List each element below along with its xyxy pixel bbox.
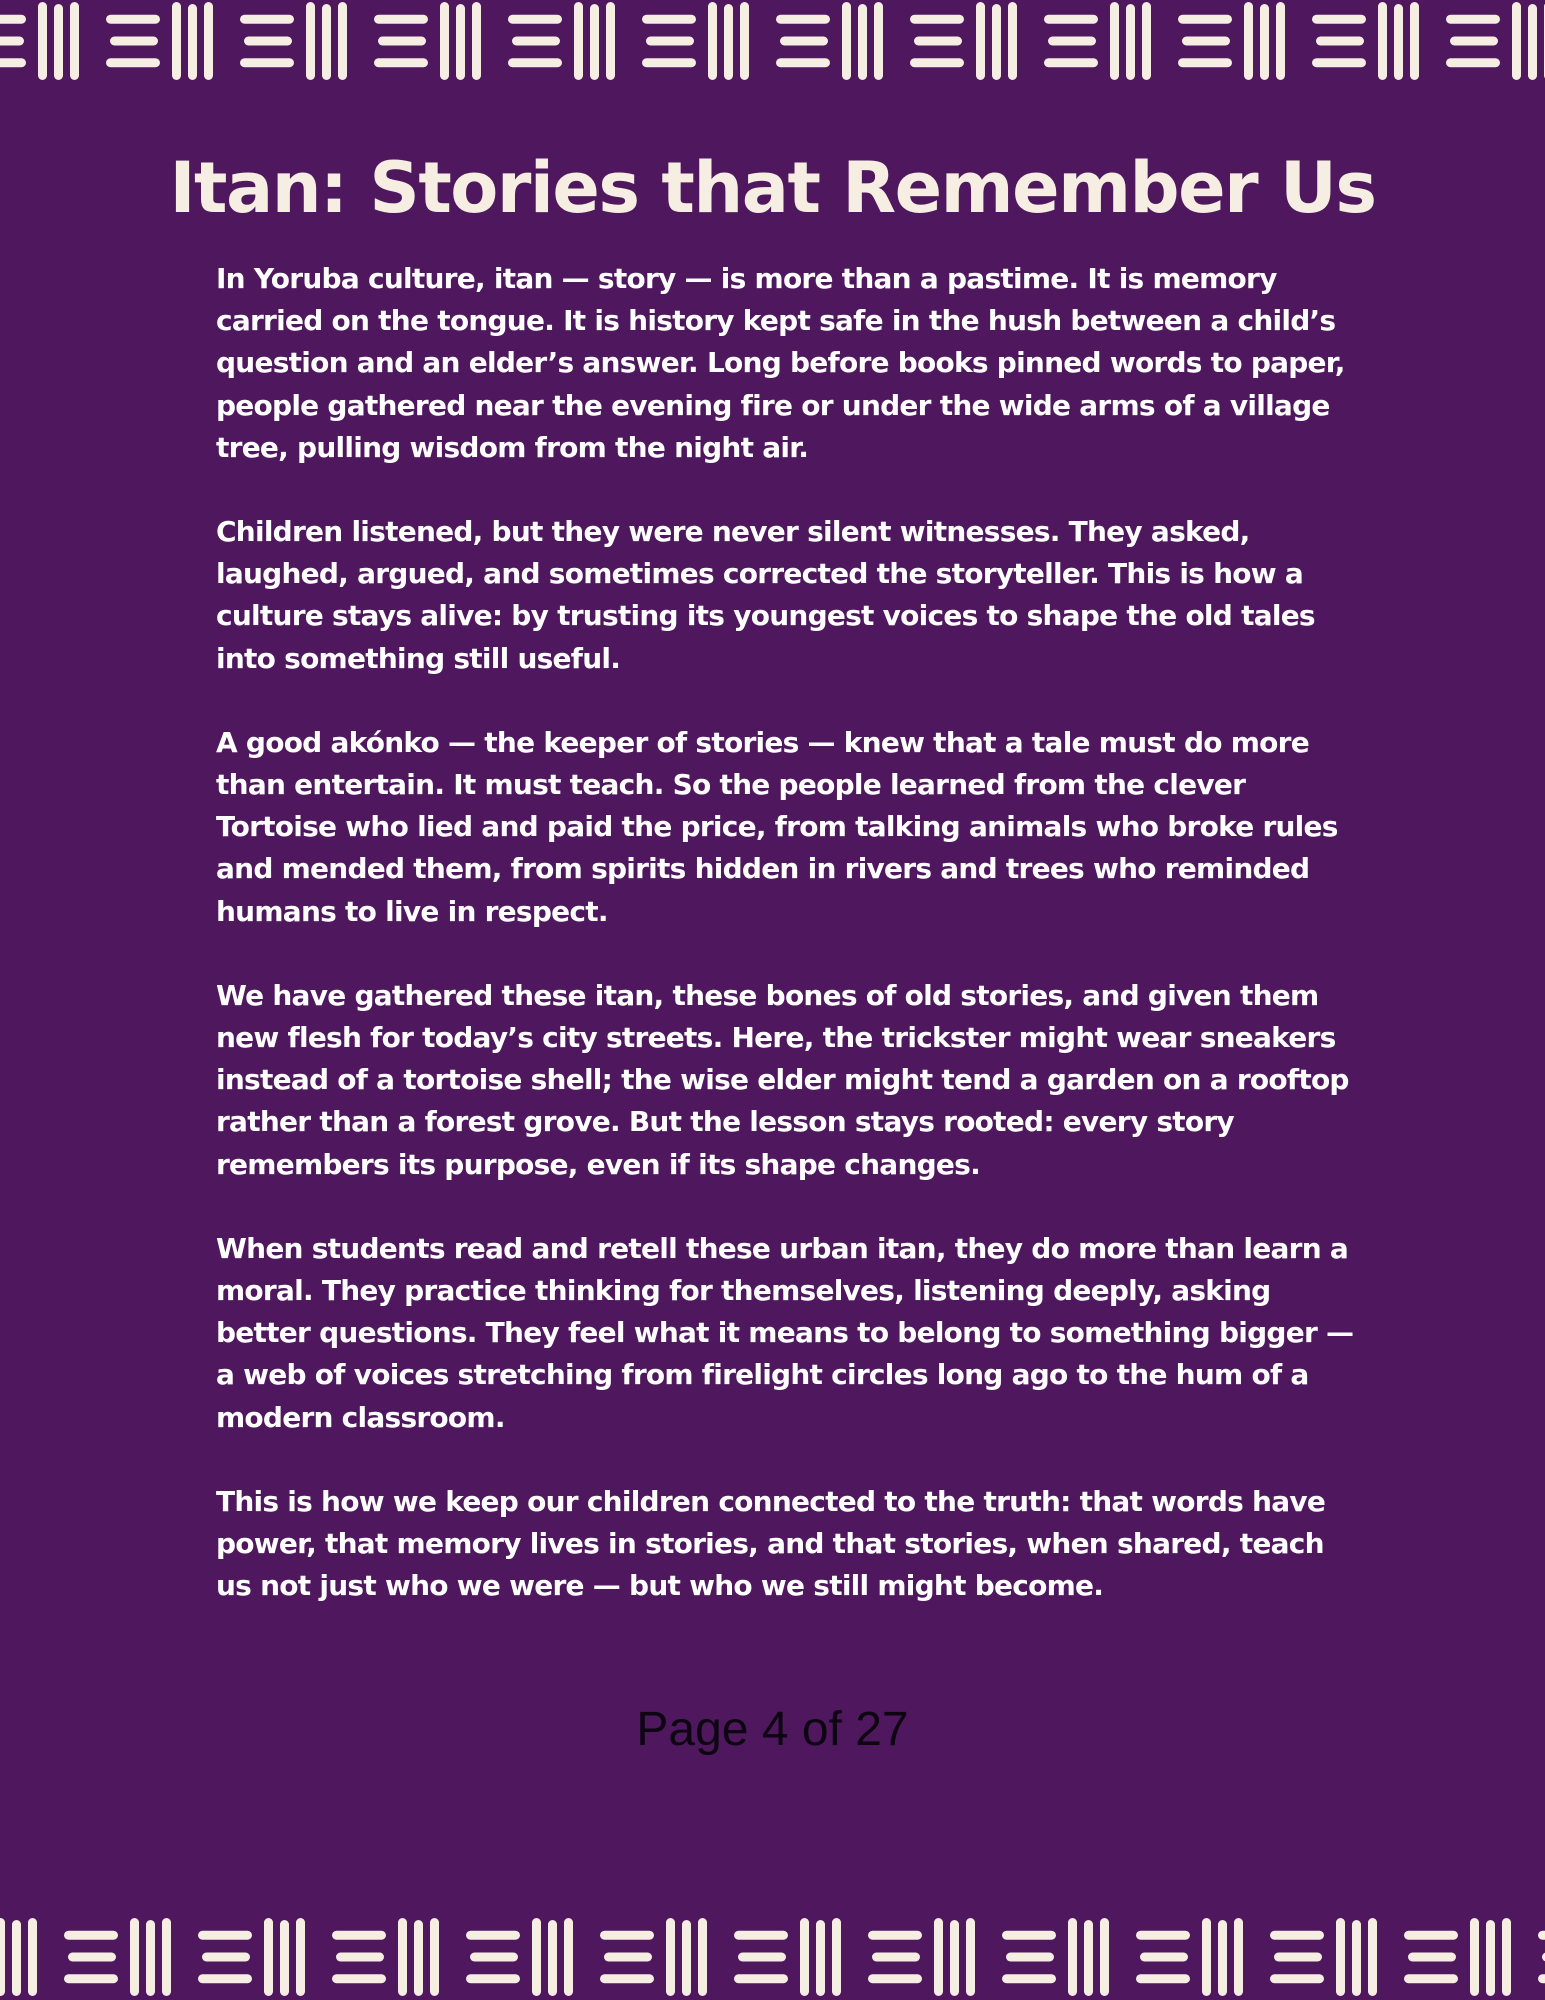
page-title: Itan: Stories that Remember Us: [169, 147, 1376, 229]
bottom-border-pattern: [0, 1917, 1545, 1997]
tally-stripe-pattern-icon: [0, 1917, 1545, 1997]
paragraph: We have gathered these itan, these bones of old stories, and given them new flesh for today’s city streets. Here, the trickster might wear sneakers instead of a tortoise shell; the wise elder might tend a garden on a rooftop rather than a forest grove. But the lesson stays rooted: every story remembers its purpose, even if its shape changes.: [216, 978, 1349, 1181]
page-number: Page 4 of 27: [636, 1703, 909, 1756]
tally-stripe-pattern-icon: [0, 0, 1545, 80]
paragraph: When students read and retell these urban itan, they do more than learn a moral. They practice thinking for themselves, listening deeply, asking better questions. They feel what it means to belong to something bigger — a web of voices stretching from firelight circles long ago to the hum of a modern classroom.: [216, 1231, 1354, 1434]
paragraph: A good akónko — the keeper of stories — knew that a tale must do more than entertain. It must teach. So the people learned from the clever Tortoise who lied and paid the price, from talking animals who broke rules and mended them, from spirits hidden in rivers and trees who reminded humans to live in respect.: [216, 725, 1338, 928]
paragraph: This is how we keep our children connected to the truth: that words have power, that memory lives in stories, and that stories, when shared, teach us not just who we were — but who we still might become.: [216, 1484, 1326, 1603]
paragraph: In Yoruba culture, itan — story — is more than a pastime. It is memory carried on the tongue. It is history kept safe in the hush between a child’s question and an elder’s answer. Long before books pinned words to paper, people gathered near the evening fire or under the wide arms of a village tree, pulling wisdom from the night air.: [216, 262, 1345, 464]
body-text: [216, 258, 1356, 1649]
top-border-pattern: [0, 0, 1545, 80]
paragraph: Children listened, but they were never silent witnesses. They asked, laughed, argued, and sometimes corrected the storyteller. This is how a culture stays alive: by trusting its youngest voices to shape the old tales into something still useful.: [216, 515, 1315, 675]
